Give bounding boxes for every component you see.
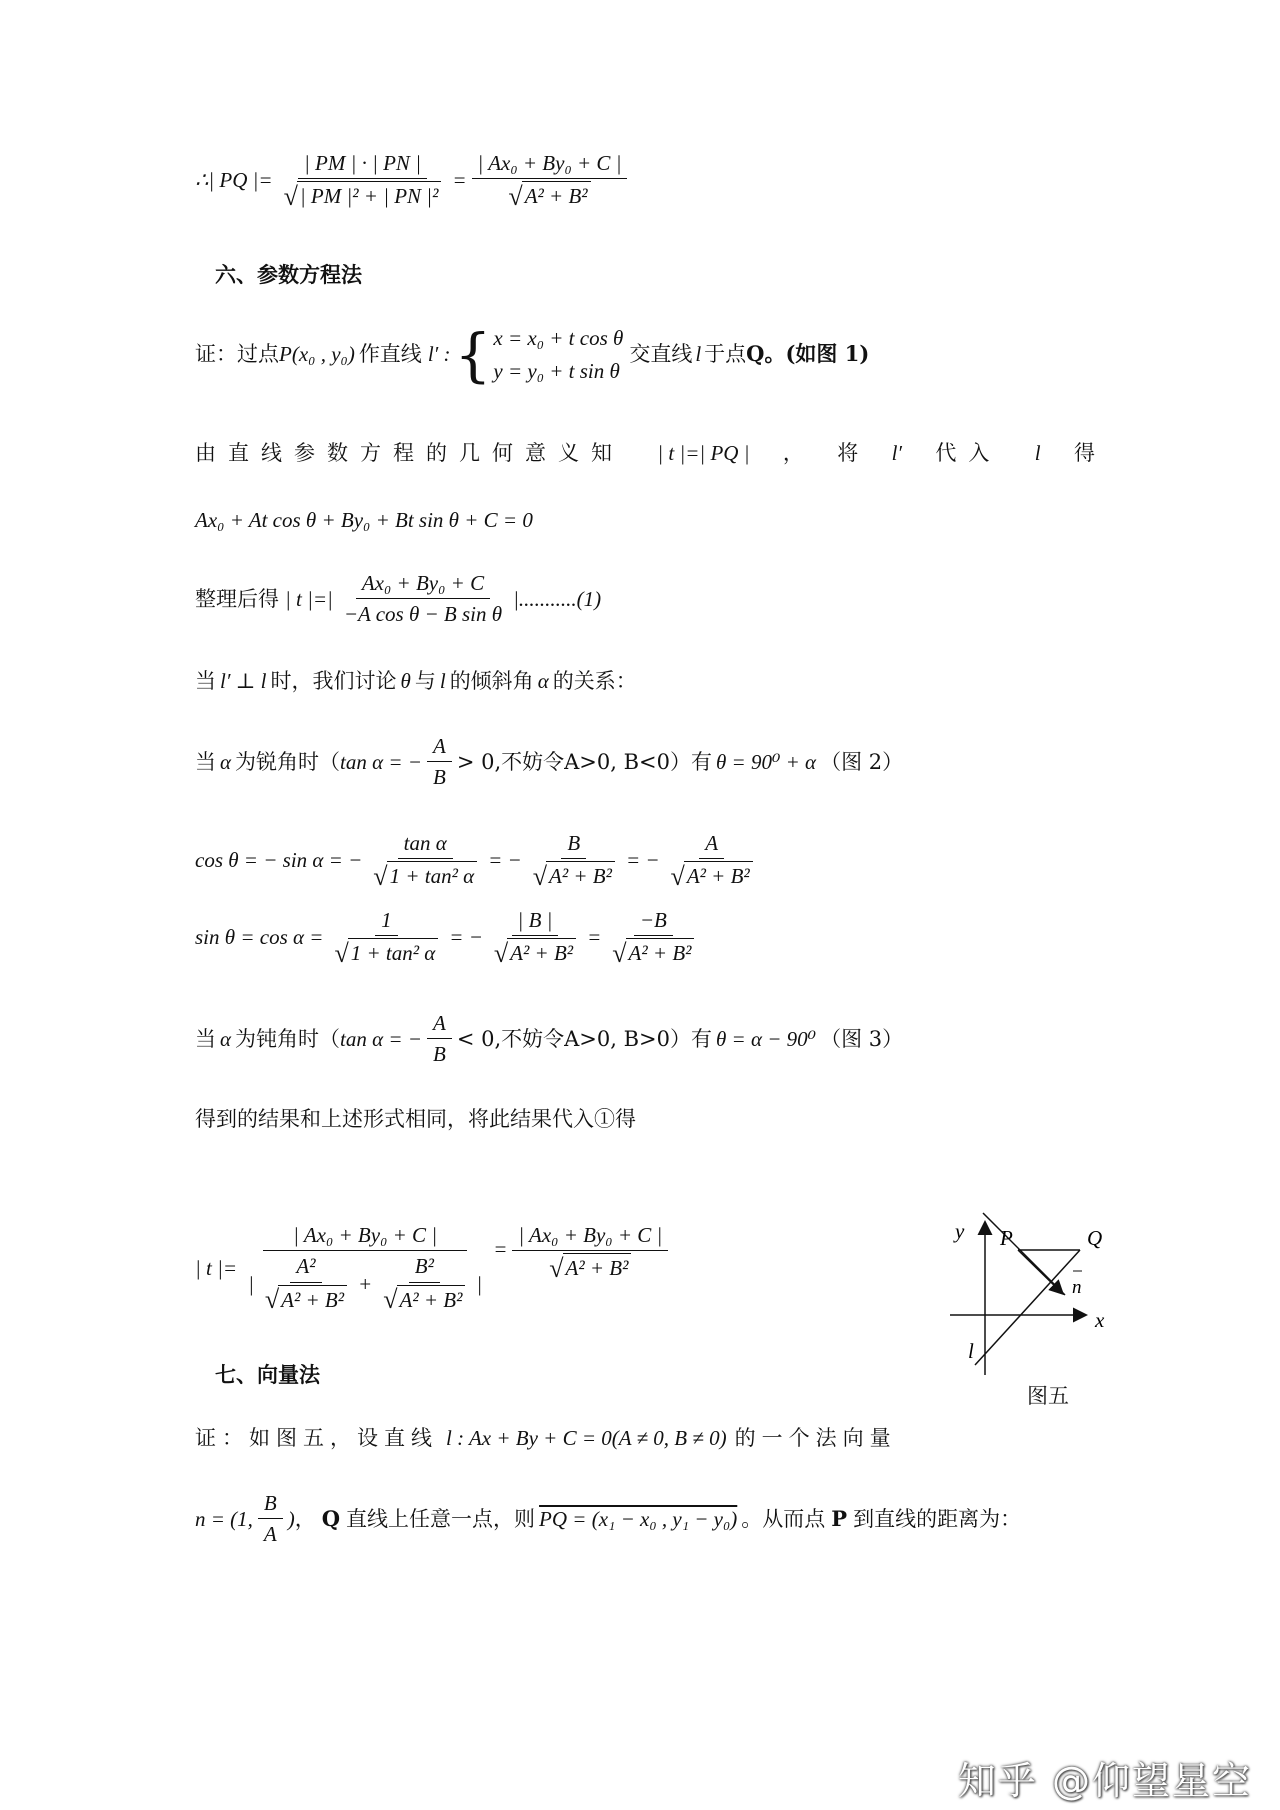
pq-prefix: ∴| PQ |= <box>195 168 273 193</box>
math-text: α <box>537 669 549 693</box>
math-text: α <box>220 1026 232 1051</box>
line-l <box>975 1250 1080 1365</box>
math-text: + <box>358 1271 373 1296</box>
math-text: l <box>1034 441 1041 465</box>
math-text: = − <box>449 925 483 950</box>
math-text: | <box>476 1271 483 1296</box>
figure-five-diagram <box>945 1205 1145 1385</box>
label-q: Q <box>1087 1226 1103 1250</box>
equation-1 <box>195 570 601 628</box>
label-l: l <box>968 1339 974 1363</box>
result-text: 得到的结果和上述形式相同，将此结果代入①得 <box>195 1107 636 1131</box>
equation-line: x = x₀ + t cos θ <box>493 326 624 350</box>
fraction <box>606 907 700 968</box>
fraction <box>472 150 628 211</box>
text: 当 <box>195 749 216 774</box>
proof-vector <box>195 1425 897 1451</box>
text: Q <box>321 1505 341 1531</box>
fraction-numerator: A <box>427 733 452 762</box>
math-text: = <box>587 925 602 950</box>
fraction-denominator: √ 1 + tan² α <box>328 936 444 968</box>
math-text: | <box>248 1271 254 1296</box>
text: 整理后得 <box>195 586 279 611</box>
fraction <box>512 1222 668 1283</box>
diagonal-line <box>983 1213 1065 1295</box>
math-text: θ <box>400 669 411 693</box>
t-absolute-equation <box>195 1222 673 1314</box>
text: 得 <box>1074 441 1095 465</box>
text: 由直线参数方程的几何意义知 <box>195 441 624 465</box>
math-text: l′ ⊥ l <box>220 669 267 693</box>
fraction-denominator: √ 1 + tan² α <box>367 859 483 891</box>
text: 的一个法向量 <box>734 1426 897 1450</box>
equation-line: y = y₀ + t sin θ <box>493 358 620 383</box>
math-text: α <box>220 749 232 774</box>
fraction-denominator: A <box>263 1522 277 1547</box>
section-heading-7: 七、向量法 <box>215 1362 320 1387</box>
left-brace: { <box>454 320 492 389</box>
proof-parametric <box>195 322 869 387</box>
fraction <box>258 1490 283 1548</box>
text: 于点 <box>704 342 747 367</box>
math-text: tan α = − <box>340 749 422 774</box>
equals-sign: = <box>452 168 467 193</box>
math-text: l <box>439 669 446 693</box>
math-text: | t |= <box>195 1255 238 1280</box>
normal-vector-n <box>1018 1250 1062 1293</box>
fraction-denominator: √ A² + B² <box>665 859 759 891</box>
math-text: l : Ax + By + C = 0(A ≠ 0, B ≠ 0) <box>446 1426 727 1450</box>
text: > 0,不妨令A>0, B<0）有 <box>456 749 712 774</box>
fraction <box>367 830 483 891</box>
fraction-numerator: B² <box>409 1253 440 1282</box>
fraction-denominator: √ A² + B² <box>543 1251 637 1283</box>
watermark: 知乎 @仰望星空 <box>957 1759 1252 1803</box>
fraction-numerator: A² <box>290 1253 321 1282</box>
equation-system <box>493 322 623 387</box>
math-text: ) <box>287 1506 295 1531</box>
fraction-numerator: | PM | · | PN | <box>298 150 427 179</box>
math-text: P(x₀ , y₀) <box>279 342 355 367</box>
fraction-denominator: B <box>432 765 446 790</box>
text: 作直线 <box>358 342 422 367</box>
text: 时，我们讨论 <box>270 669 397 693</box>
fraction-numerator: | Ax₀ + By₀ + C | <box>472 150 628 179</box>
acute-angle-case <box>195 733 903 791</box>
fraction <box>328 907 444 968</box>
fraction <box>427 733 452 791</box>
math-text: tan α = − <box>340 1026 422 1051</box>
fraction-numerator: tan α <box>398 830 453 859</box>
text: 为锐角时（ <box>235 749 341 774</box>
math-text: θ = α − 90⁰ <box>715 1026 817 1051</box>
text: 的关系： <box>552 669 637 693</box>
text: Q <box>746 341 765 367</box>
fraction <box>527 830 621 891</box>
fraction-denominator: √ A² + B² <box>377 1283 471 1315</box>
obtuse-angle-case <box>195 1010 903 1068</box>
math-text: |...........(1) <box>513 586 602 611</box>
fraction-numerator: A <box>699 830 724 859</box>
text: ， <box>782 441 804 465</box>
fraction-denominator: −A cos θ − B sin θ <box>343 602 503 627</box>
label-n: n <box>1072 1277 1082 1298</box>
math-text: n = (1, <box>195 1506 253 1531</box>
fraction <box>488 907 582 968</box>
equals-sign: = <box>493 1237 508 1261</box>
fraction-denominator: √ A² + B² <box>259 1283 353 1315</box>
fraction-numerator: B <box>258 1490 283 1519</box>
fraction-numerator: | Ax₀ + By₀ + C | <box>512 1222 668 1251</box>
fraction-denominator: √ | PM |² + | PN |² <box>278 179 448 211</box>
fraction-numerator: | Ax₀ + By₀ + C | <box>263 1222 467 1251</box>
fraction-denominator: √ A² + B² <box>488 936 582 968</box>
math-text: | t |=| PQ | <box>657 441 750 465</box>
math-text: = − <box>488 848 522 873</box>
pq-distance-formula <box>195 150 632 211</box>
math-text: PQ = (x₁ − x₀ , y₁ − y₀) <box>539 1506 738 1531</box>
fraction <box>242 1222 488 1314</box>
fraction-numerator: B <box>561 830 586 859</box>
text: 。从而点 <box>741 1506 826 1531</box>
math-text: l′ <box>891 441 903 465</box>
label-p: P <box>1000 1226 1013 1250</box>
fraction <box>259 1253 353 1314</box>
text: 当 <box>195 669 216 693</box>
section-heading-6: 六、参数方程法 <box>215 262 362 287</box>
text: （图 2） <box>820 749 904 774</box>
text: 与 <box>414 669 436 693</box>
vector-line <box>195 1490 1021 1548</box>
text: < 0,不妨令A>0, B>0）有 <box>456 1026 712 1051</box>
fraction-numerator: | B | <box>512 907 559 936</box>
math-text: | t |=| <box>285 586 333 611</box>
fraction <box>665 830 759 891</box>
text: 将 <box>837 441 859 465</box>
label-y: y <box>955 1219 965 1243</box>
fraction <box>377 1253 471 1314</box>
text: 到直线的距离为： <box>853 1506 1022 1531</box>
fraction-denominator <box>242 1251 488 1314</box>
text: 直线上任意一点，则 <box>346 1506 536 1531</box>
fraction-denominator: √ A² + B² <box>502 179 596 211</box>
math-text: l <box>695 342 702 367</box>
text: 为钝角时（ <box>235 1026 341 1051</box>
fraction-numerator: −B <box>634 907 673 936</box>
text: 代入 <box>935 441 1002 465</box>
fraction-numerator: 1 <box>375 907 398 936</box>
math-text: l′ : <box>427 342 451 367</box>
fraction <box>427 1010 452 1068</box>
text: （图 3） <box>820 1026 904 1051</box>
fraction-numerator: A <box>427 1010 452 1039</box>
fraction-denominator: √ A² + B² <box>606 936 700 968</box>
substituted-equation: Ax₀ + At cos θ + By₀ + Bt sin θ + C = 0 <box>195 508 533 532</box>
figure-caption: 图五 <box>1027 1384 1069 1408</box>
text: 证：过点 <box>195 342 279 367</box>
math-text: cos θ = − sin α = − <box>195 848 363 873</box>
sin-theta-equation <box>195 907 705 968</box>
fraction <box>278 150 448 211</box>
fraction-numerator: Ax₀ + By₀ + C <box>356 570 490 599</box>
fraction-denominator: √ A² + B² <box>527 859 621 891</box>
fraction <box>338 570 508 628</box>
geometric-meaning-line <box>195 440 1095 466</box>
text: 证：如图五，设直线 <box>195 1426 438 1450</box>
label-x: x <box>1095 1308 1105 1332</box>
text: ， <box>294 1506 316 1531</box>
math-text: θ = 90⁰ + α <box>715 749 817 774</box>
fraction-denominator: B <box>432 1042 446 1067</box>
text: 当 <box>195 1026 216 1051</box>
text: 交直线 <box>629 342 693 367</box>
math-text: = − <box>625 848 660 873</box>
text: 的倾斜角 <box>449 669 534 693</box>
text: P <box>831 1505 848 1531</box>
text: 。(如图 1) <box>764 341 870 367</box>
cos-theta-equation <box>195 830 764 891</box>
math-text: sin θ = cos α = <box>195 925 324 950</box>
perpendicular-line <box>195 668 637 694</box>
